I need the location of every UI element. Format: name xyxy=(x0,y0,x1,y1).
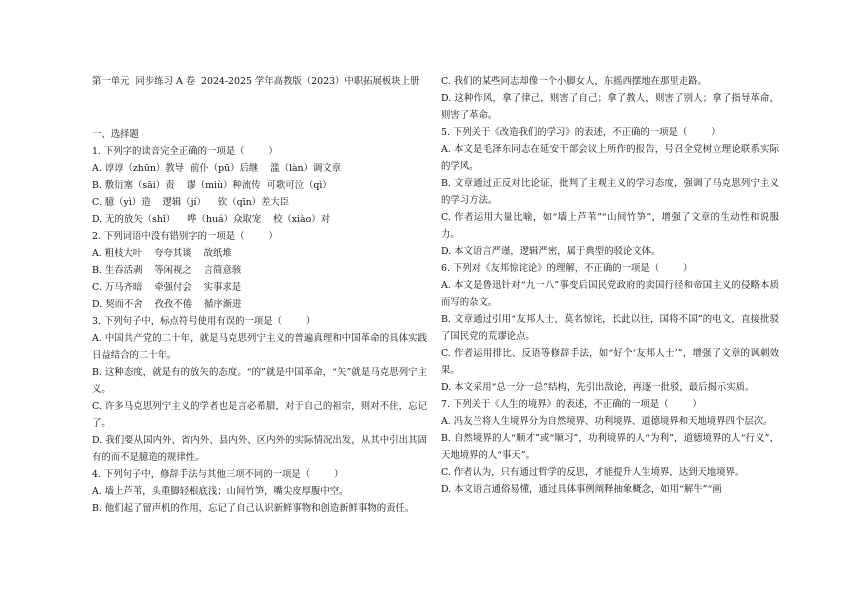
option-line: C. 作者运用大量比喻，如“墙上芦苇”“山间竹笋”，增强了文章的生动性和说服力。 xyxy=(441,212,779,240)
option-line: B. 文章通过引用“友邦人士，莫名惊诧，长此以往，国将不国”的电文，直接批驳了国民党的荒谬论点。 xyxy=(441,314,779,342)
option-line: B. 生吞活剥 等闲视之 言简意骇 xyxy=(92,265,242,276)
section-heading: 一、选择题 xyxy=(92,129,139,140)
document-title: 第一单元 同步练习 A 卷 2024-2025 学年高教版（2023）中职拓展板块上册 xyxy=(92,76,420,87)
option-line: C. 作者认为，只有通过哲学的反思，才能提升人生境界，达到天地境界。 xyxy=(441,467,745,478)
left-column xyxy=(92,73,427,517)
option-line: D. 契而不舍 孜孜不倦 循序渐进 xyxy=(92,299,242,310)
question-line: 3. 下列句子中，标点符号使用有误的一项是（ ） xyxy=(92,316,316,327)
option-line: A. 墙上芦苇，头重脚轻根底浅；山间竹笋，嘴尖皮厚腹中空。 xyxy=(92,486,349,497)
option-line: C. 我们的某些同志却像一个小脚女人，东摇西摆地在那里走路。 xyxy=(441,76,707,87)
option-line: C. 臆（yì）造 逻辑（jí） 钦（qīn）差大臣 xyxy=(92,197,290,208)
question-line: 5. 下列关于《改造我们的学习》的表述，不正确的一项是（ ） xyxy=(441,127,721,138)
option-line: A. 本文是毛泽东同志在延安干部会议上所作的报告，号召全党树立理论联系实际的学风。 xyxy=(441,144,779,172)
option-line: D. 本文语言通俗易懂，通过具体事例阐释抽象概念，如用“解牛”“画 xyxy=(441,484,722,495)
option-line: C. 万马齐暗 牵强付会 实事求是 xyxy=(92,282,242,293)
spacer xyxy=(92,107,427,124)
option-line: B. 自然境界的人“顺才”或“顺习”，功利境界的人“为利”，道德境界的人“行义”，天地境界的人“事天”。 xyxy=(441,433,779,461)
option-line: B. 敷衍塞（sāi）责 谬（miù）种流传 可歌可泣（qì） xyxy=(92,180,332,191)
right-column xyxy=(441,73,779,498)
option-line: B. 他们起了留声机的作用，忘记了自己认识新鲜事物和创造新鲜事物的责任。 xyxy=(92,503,415,514)
option-line: D. 我们要从国内外、省内外、县内外、区内外的实际情况出发，从其中引出其固有的而不是臆造的规律性。 xyxy=(92,435,427,463)
option-line: D. 这种作风，拿了律己，则害了自己；拿了教人，则害了别人；拿了指导革命，则害了革命。 xyxy=(441,93,779,121)
option-line: A. 本文是鲁迅针对“九一八”事变后国民党政府的卖国行径和帝国主义的侵略本质而写的杂文。 xyxy=(441,280,779,308)
option-line: B. 这种态度，就是有的放矢的态度。“的”就是中国革命，“矢”就是马克思列宁主义。 xyxy=(92,367,427,395)
question-line: 7. 下列关于《人生的境界》的表述，不正确的一项是（ ） xyxy=(441,399,702,410)
question-line: 4. 下列句子中，修辞手法与其他三项不同的一项是（ ） xyxy=(92,469,344,480)
question-line: 2. 下列词语中没有错别字的一项是（ ） xyxy=(92,231,278,242)
option-line: B. 文章通过正反对比论证，批判了主观主义的学习态度，强调了马克思列宁主义的学习方法。 xyxy=(441,178,779,206)
question-line: 6. 下列对《友邦惊诧论》的理解，不正确的一项是（ ） xyxy=(441,263,693,274)
option-line: A. 粗枝大叶 夸夸其谈 故纸堆 xyxy=(92,248,232,259)
option-line: A. 冯友兰将人生境界分为自然境界、功利境界、道德境界和天地境界四个层次。 xyxy=(441,416,773,427)
option-line: D. 无的放矢（shǐ） 哗（huá）众取宠 校（xiào）对 xyxy=(92,214,331,225)
option-line: D. 本文采用“总一分一总”结构，先引出敌论，再逐一批驳，最后揭示实质。 xyxy=(441,382,755,393)
spacer xyxy=(92,90,427,107)
question-line: 1. 下列字的读音完全正确的一项是（ ） xyxy=(92,146,278,157)
option-line: C. 作者运用排比、反语等修辞手法，如“好个‘友邦人士’”，增强了文章的讽刺效果。 xyxy=(441,348,779,376)
option-line: A. 谆谆（zhūn）教导 前仆（pū）后继 滥（làn）调文章 xyxy=(92,163,342,174)
option-line: C. 许多马克思列宁主义的学者也是言必希腊，对于自己的祖宗，则对不住，忘记了。 xyxy=(92,401,427,429)
option-line: D. 本文语言严谨，逻辑严密，属于典型的驳论文体。 xyxy=(441,246,661,257)
option-line: A. 中国共产党的二十年，就是马克思列宁主义的普遍真理和中国革命的具体实践日益结合的二十年。 xyxy=(92,333,427,361)
